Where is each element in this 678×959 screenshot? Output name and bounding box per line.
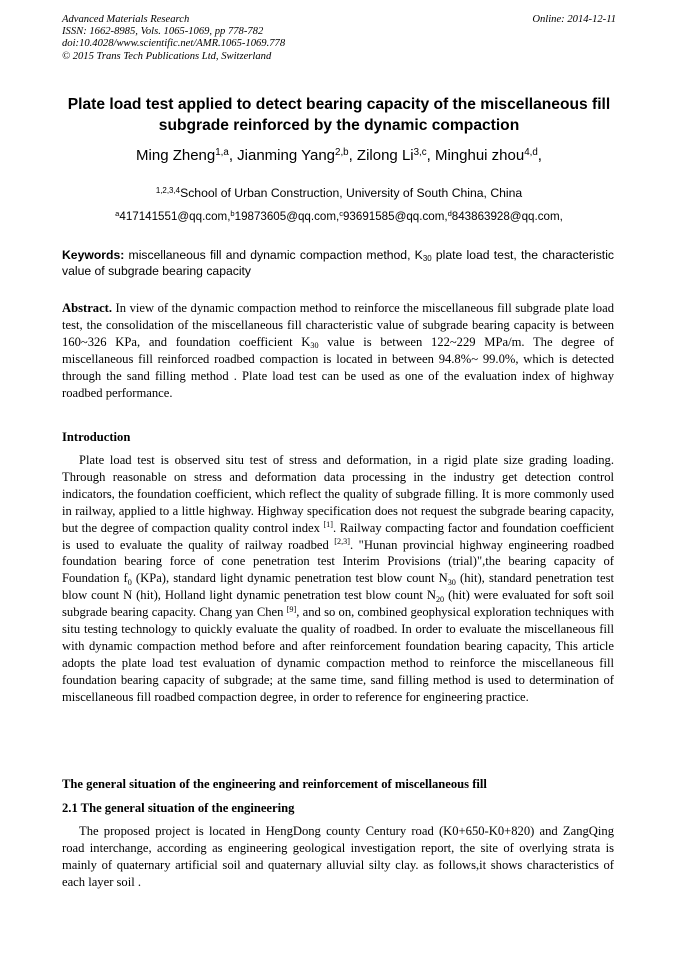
page-header	[62, 14, 616, 63]
subscript: 0	[127, 577, 132, 587]
abstract	[62, 300, 614, 401]
intro-text: , and so on, combined geophysical exploration techniques with situ testing technology to quickly evaluate the quality of roadbed. In order to evaluate the miscellaneous fill with dynamic compaction method before and after reinforcement foundation bearing capacity, This article adopts the plate load test evaluation of dynamic compaction method to reinforce the miscellaneous fill foundation bearing capacity of subgrade; at the same time, sand filling method is used to determination of miscellaneous fill roadbed compaction degree, in order to reference for engineering practice.	[62, 605, 614, 704]
keywords	[62, 247, 614, 279]
email-address: 417141551@qq.com,	[119, 210, 231, 223]
author-affiliation-mark: 1,a	[215, 146, 229, 158]
doi-line: doi:10.4028/www.scientific.net/AMR.1065-1069.778	[62, 38, 286, 50]
keywords-label: Keywords:	[62, 248, 125, 262]
author-name: Jianming Yang	[237, 147, 336, 164]
author-affiliation-mark: 2,b	[335, 146, 349, 158]
keywords-text: miscellaneous fill and dynamic compaction method, K	[124, 248, 423, 262]
issn-line: ISSN: 1662-8985, Vols. 1065-1069, pp 778-782	[62, 26, 264, 38]
introduction-heading: Introduction	[62, 430, 131, 444]
affiliation-text: School of Urban Construction, University of South China, China	[180, 186, 523, 200]
author-affiliation-mark: 3,c	[413, 146, 427, 158]
abstract-text: In view of the dynamic compaction method to reinforce the miscellaneous fill subgrade plate load test, the consolidation of the miscellaneous fill characteristic value of subgrade bearing capacity is between 160~326 KPa, and foundation coefficient K	[62, 301, 614, 349]
author-separator: ,	[426, 147, 435, 164]
citation-ref: [9]	[286, 604, 297, 614]
subscript: 20	[435, 594, 445, 604]
author-affiliation-mark: 4,d	[524, 146, 538, 158]
intro-text: (KPa), standard light dynamic penetration test blow count N	[131, 571, 448, 586]
section-paragraph: The proposed project is located in HengDong county Century road (K0+650-K0+820) and ZangQing road interchange, according as engineering geological investigation report, the site of overlying strata is mainly of quaternary artificial soil and quaternary alluvial silty clay. as follows,it shows characteristics of each layer soil .	[62, 824, 614, 889]
email-address: 843863928@qq.com,	[451, 210, 563, 223]
email-mark: a	[115, 208, 120, 218]
author-separator: ,	[348, 147, 357, 164]
intro-text: . "Hunan provincial highway engineering roadbed foundation bearing force of cone penetration test Interim Provisions (trial)",the bearing capacity of Foundation f	[62, 537, 614, 586]
abstract-label: Abstract.	[62, 301, 113, 315]
section-heading: The general situation of the engineering and reinforcement of miscellaneous fill	[62, 777, 487, 791]
citation-ref: [2,3]	[334, 537, 350, 547]
author-name: Ming Zheng	[136, 147, 216, 164]
abstract-subscript: 30	[310, 341, 319, 351]
email-mark: d	[447, 208, 452, 218]
author-name: Zilong Li	[356, 147, 414, 164]
email-mark: c	[339, 208, 343, 218]
author-list	[58, 147, 620, 165]
email-mark: b	[230, 208, 235, 218]
intro-text: . Railway compacting factor and foundation coefficient is used to evaluate the quality of railway roadbed	[62, 520, 614, 552]
author-separator: ,	[228, 147, 238, 164]
subscript: 30	[447, 577, 456, 587]
email-address: 93691585@qq.com,	[342, 210, 448, 223]
copyright-line: © 2015 Trans Tech Publications Ltd, Switzerland	[62, 50, 272, 62]
journal-name: Advanced Materials Research	[62, 14, 190, 25]
affiliation	[58, 186, 620, 200]
intro-text: (hit) were evaluated for soft soil subgrade bearing capacity. Chang yan Chen	[62, 588, 614, 620]
online-date: Online: 2014-12-11	[532, 14, 616, 25]
intro-text: (hit), standard penetration test blow count N (hit), Holland light dynamic penetration test blow count N	[62, 571, 615, 603]
keywords-subscript: 30	[422, 254, 432, 264]
abstract-text: value is between 122~229 MPa/m. The degree of miscellaneous fill reinforced roadbed compaction is located in between 94.8%~ 99.0%, which is detected through the sand filling method . Plate load test can be used as one of the evaluation index of highway roadbed performance.	[62, 334, 615, 400]
email-list	[58, 210, 620, 224]
subsection-heading: 2.1 The general situation of the engineering	[62, 801, 295, 815]
keywords-text: plate load test, the characteristic value of subgrade bearing capacity	[62, 248, 614, 278]
affiliation-mark: 1,2,3,4	[155, 185, 181, 195]
introduction-paragraph	[62, 452, 614, 706]
intro-text: Plate load test is observed situ test of stress and deformation, in a rigid plate size grading loading. Through reasonable on stress and deformation data processing in the industry get detection control indicators, the foundation coefficient, which reflect the quality of subgrade filling. It is more commonly used in railway, applied to a little highway. Highway specification does not request the subgrade bearing capacity, but the degree of compaction quality control index	[62, 453, 614, 535]
author-name: Minghui zhou	[434, 147, 525, 164]
paper-title: Plate load test applied to detect bearing capacity of the miscellaneous fill subgrade reinforced by the dynamic compaction	[67, 96, 611, 134]
citation-ref: [1]	[323, 520, 333, 530]
author-separator: ,	[537, 147, 542, 164]
email-address: 19873605@qq.com,	[234, 210, 340, 223]
